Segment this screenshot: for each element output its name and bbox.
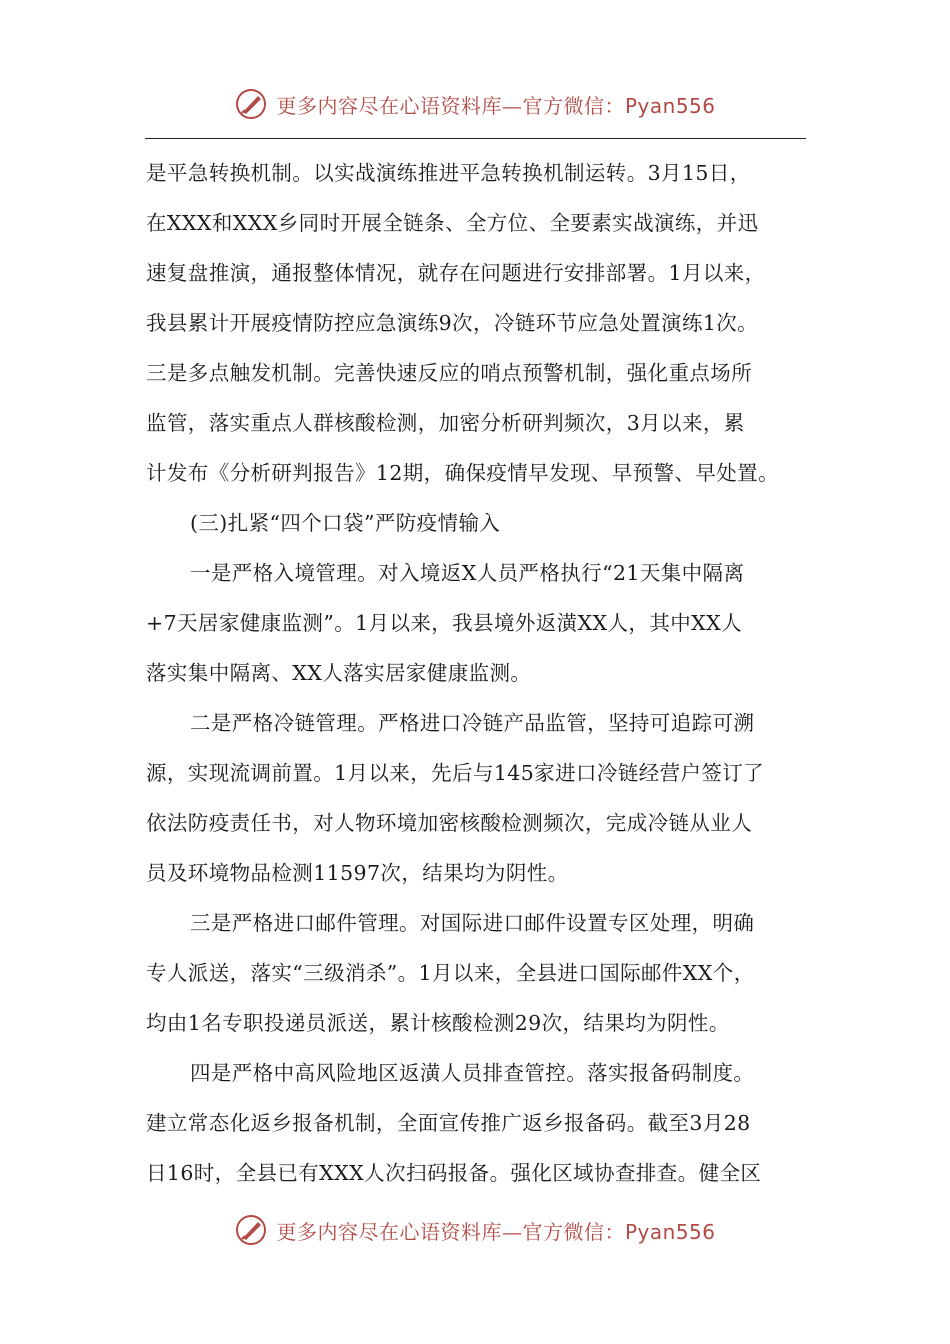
header-rule — [145, 138, 806, 139]
header-banner — [0, 84, 950, 124]
quill-logo-icon — [234, 1213, 268, 1247]
paragraph-start: 三是严格进口邮件管理。对国际进口邮件设置专区处理，明确 — [190, 911, 755, 935]
text-line: 日16时，全县已有XXX人次扫码报备。强化区域协查排查。健全区 — [146, 1161, 762, 1185]
text-line: 依法防疫责任书，对人物环境加密核酸检测频次，完成冷链从业人 — [146, 811, 753, 835]
section-heading: (三)扎紧“四个口袋”严防疫情输入 — [190, 511, 501, 535]
text-line: 建立常态化返乡报备机制，全面宣传推广返乡报备码。截至3月28 — [146, 1111, 751, 1135]
text-line: +7天居家健康监测”。1月以来，我县境外返潢XX人，其中XX人 — [146, 611, 743, 635]
text-line: 源，实现流调前置。1月以来，先后与145家进口冷链经营户签订了 — [146, 761, 765, 785]
text-line: 员及环境物品检测11597次，结果均为阴性。 — [146, 861, 569, 885]
text-line: 均由1名专职投递员派送，累计核酸检测29次，结果均为阴性。 — [146, 1011, 730, 1035]
text-line: 我县累计开展疫情防控应急演练9次，冷链环节应急处置演练1次。 — [146, 311, 759, 335]
text-line: 监管，落实重点人群核酸检测，加密分析研判频次，3月以来，累 — [146, 411, 745, 435]
text-line: 三是多点触发机制。完善快速反应的哨点预警机制，强化重点场所 — [146, 361, 753, 385]
wechat-handle: Pyan556 — [624, 93, 716, 118]
text-line: 是平急转换机制。以实战演练推进平急转换机制运转。3月15日， — [146, 161, 751, 185]
text-line: 速复盘推演，通报整体情况，就存在问题进行安排部署。1月以来， — [146, 261, 766, 285]
banner-text: 更多内容尽在心语资料库—官方微信：Pyan556 — [276, 93, 716, 118]
banner-text: 更多内容尽在心语资料库—官方微信：Pyan556 — [276, 1219, 716, 1244]
text-line: 在XXX和XXX乡同时开展全链条、全方位、全要素实战演练，并迅 — [146, 211, 759, 235]
wechat-handle: Pyan556 — [624, 1219, 716, 1244]
text-line: 计发布《分析研判报告》12期，确保疫情早发现、早预警、早处置。 — [146, 461, 779, 485]
document-body — [146, 148, 808, 1198]
footer-banner — [0, 1210, 950, 1250]
paragraph-start: 二是严格冷链管理。严格进口冷链产品监管，坚持可追踪可溯 — [190, 711, 755, 735]
paragraph-start: 一是严格入境管理。对入境返X人员严格执行“21天集中隔离 — [190, 561, 745, 585]
text-line: 落实集中隔离、XX人落实居家健康监测。 — [146, 661, 532, 685]
quill-logo-icon — [234, 87, 268, 121]
paragraph-start: 四是严格中高风险地区返潢人员排查管控。落实报备码制度。 — [190, 1061, 755, 1085]
text-line: 专人派送，落实“三级消杀”。1月以来，全县进口国际邮件XX个， — [146, 961, 755, 985]
